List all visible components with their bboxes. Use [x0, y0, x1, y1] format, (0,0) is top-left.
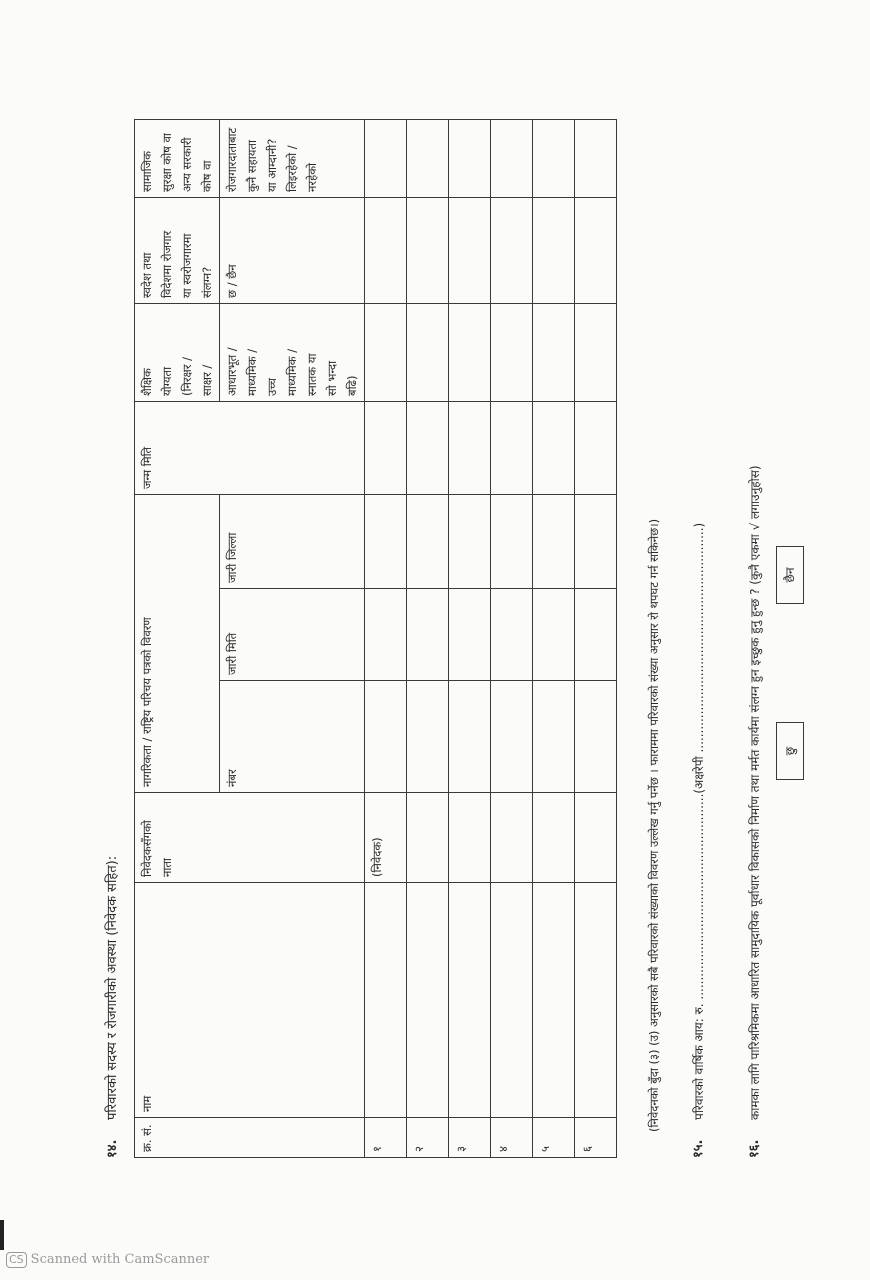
section-15-number: १५. — [691, 1139, 706, 1158]
name-cell[interactable] — [575, 883, 617, 1118]
education-line: उच्च — [265, 378, 279, 396]
header-name: नाम — [135, 883, 365, 1118]
name-cell[interactable] — [407, 883, 449, 1118]
cit-district-cell[interactable] — [407, 495, 449, 589]
name-cell[interactable] — [533, 883, 575, 1118]
education-line: बढि) — [345, 375, 359, 396]
scanner-watermark-text: Scanned with CamScanner — [30, 1252, 210, 1267]
education-cell[interactable] — [575, 304, 617, 402]
employment-line: संलग्न? — [200, 266, 214, 298]
employment-line: विदेशमा रोजगार — [160, 230, 174, 298]
cit-district-cell[interactable] — [449, 495, 491, 589]
cit-district-cell[interactable] — [491, 495, 533, 589]
section-14-title: परिवारको सदस्य र रोजगारीको अवस्था (निवेदक सहित): — [105, 855, 120, 1120]
table-row — [407, 120, 449, 1158]
education-line: शैक्षिक — [140, 368, 154, 396]
header-cit-district: जारी जिल्ला — [220, 495, 365, 589]
social-line: सुरक्षा कोष वा — [160, 133, 174, 192]
dob-cell[interactable] — [365, 402, 407, 495]
section-16-question: कामका लागि पारिश्रमिकमा आधारित सामुदायिक पूर्वाधार विकासको निर्माण तथा मर्मत कार्यमा संलग्न हुन इच्छुक हुनु हुन्छ ? (कुनै एकमा √ लगाउनुहोस) — [748, 465, 762, 1120]
education-line: सो भन्दा — [325, 360, 339, 396]
cit-number-cell[interactable] — [491, 681, 533, 793]
camscanner-logo-icon: CS — [6, 1252, 27, 1268]
employment-cell[interactable] — [449, 198, 491, 304]
education-cell[interactable] — [449, 304, 491, 402]
employment-cell[interactable] — [533, 198, 575, 304]
social-security-cell[interactable] — [491, 120, 533, 198]
cit-number-cell[interactable] — [449, 681, 491, 793]
row-serial: १ — [365, 1118, 407, 1158]
table-row — [533, 120, 575, 1158]
dob-cell[interactable] — [407, 402, 449, 495]
cit-district-cell[interactable] — [575, 495, 617, 589]
employment-cell[interactable] — [491, 198, 533, 304]
header-education-options — [220, 304, 365, 402]
table-row — [449, 120, 491, 1158]
social-security-cell[interactable] — [407, 120, 449, 198]
relation-cell[interactable] — [407, 793, 449, 883]
row-serial: ६ — [575, 1118, 617, 1158]
dob-cell[interactable] — [449, 402, 491, 495]
header-dob: जन्म मिति — [135, 402, 365, 495]
education-line: साक्षर / — [200, 364, 214, 396]
header-employment-option: छ / छैन — [220, 198, 365, 304]
row-serial: २ — [407, 1118, 449, 1158]
table-note: (निवेदनको बुँदा (३) (उ) अनुसारको सबै परिवारको संख्याको विवरण उल्लेख गर्नु पर्नेछ । फाराममा परिवारको संख्या अनुसार रो थपघट गर्न सकिनेछ।) — [647, 518, 661, 1132]
education-line: आधारभूत / — [225, 347, 239, 396]
employment-cell[interactable] — [365, 198, 407, 304]
education-cell[interactable] — [407, 304, 449, 402]
social-line: या आम्दानी? — [265, 138, 279, 192]
education-line: माध्यमिक / — [285, 348, 299, 396]
cit-date-cell[interactable] — [575, 589, 617, 681]
row-serial: ४ — [491, 1118, 533, 1158]
social-security-cell[interactable] — [575, 120, 617, 198]
cit-date-cell[interactable] — [533, 589, 575, 681]
dob-cell[interactable] — [491, 402, 533, 495]
education-cell[interactable] — [491, 304, 533, 402]
relation-cell[interactable] — [575, 793, 617, 883]
social-line: सामाजिक — [140, 151, 154, 192]
table-row — [491, 120, 533, 1158]
education-cell[interactable] — [365, 304, 407, 402]
social-line: अन्य सरकारी — [180, 137, 194, 192]
dob-cell[interactable] — [575, 402, 617, 495]
social-security-cell[interactable] — [449, 120, 491, 198]
social-line: रोजगारदाताबाट — [225, 127, 239, 192]
annual-income-field[interactable]: परिवारको वार्षिक आय: रु. ......................................................(अक्षरेपी ...........................................................) — [692, 522, 706, 1120]
header-serial: क्र. सं. — [135, 1118, 365, 1158]
option-no-checkbox[interactable]: छैन — [776, 546, 804, 604]
social-security-cell[interactable] — [533, 120, 575, 198]
table-row — [575, 120, 617, 1158]
cit-number-cell[interactable] — [575, 681, 617, 793]
table-header-row — [135, 120, 220, 1158]
social-line: कुनै सहायता — [245, 140, 259, 192]
cit-number-cell[interactable] — [365, 681, 407, 793]
cit-date-cell[interactable] — [449, 589, 491, 681]
scanner-watermark — [6, 1252, 209, 1268]
name-cell[interactable] — [491, 883, 533, 1118]
header-cit-date: जारी मिति — [220, 589, 365, 681]
relation-cell[interactable]: (निवेदक) — [365, 793, 407, 883]
scan-edge-mark — [0, 1220, 4, 1250]
employment-cell[interactable] — [575, 198, 617, 304]
dob-cell[interactable] — [533, 402, 575, 495]
cit-date-cell[interactable] — [407, 589, 449, 681]
row-serial: ५ — [533, 1118, 575, 1158]
social-security-cell[interactable] — [365, 120, 407, 198]
employment-cell[interactable] — [407, 198, 449, 304]
cit-number-cell[interactable] — [533, 681, 575, 793]
name-cell[interactable] — [449, 883, 491, 1118]
cit-number-cell[interactable] — [407, 681, 449, 793]
social-line: कोष वा — [200, 160, 214, 192]
header-relation: निवेदकसँगको नाता — [135, 793, 365, 883]
education-line: माध्यमिक / — [245, 348, 259, 396]
social-option: नरहेको — [305, 162, 319, 192]
header-education — [135, 304, 220, 402]
row-serial: ३ — [449, 1118, 491, 1158]
header-employment — [135, 198, 220, 304]
relation-cell[interactable] — [449, 793, 491, 883]
header-social-security — [135, 120, 220, 198]
relation-cell[interactable] — [491, 793, 533, 883]
section-14-number: १४. — [105, 1139, 120, 1158]
cit-date-cell[interactable] — [491, 589, 533, 681]
option-yes-checkbox[interactable]: छु — [776, 722, 804, 780]
relation-cell[interactable] — [533, 793, 575, 883]
employment-line: या स्वरोजगारमा — [180, 233, 194, 298]
header-social-security-options — [220, 120, 365, 198]
employment-line: स्वदेश तथा — [140, 252, 154, 298]
social-option: लिइरहेको / — [285, 145, 299, 192]
header-cit-number: नंबर — [220, 681, 365, 793]
cit-date-cell[interactable] — [365, 589, 407, 681]
section-16-number: १६. — [747, 1139, 762, 1158]
education-line: योग्यता — [160, 366, 174, 396]
cit-district-cell[interactable] — [365, 495, 407, 589]
education-cell[interactable] — [533, 304, 575, 402]
cit-district-cell[interactable] — [533, 495, 575, 589]
table-row — [365, 120, 407, 1158]
education-line: स्नातक या — [305, 353, 319, 396]
header-citizenship: नागरिकता / राष्ट्रिय परिचय पत्रको विवरण — [135, 495, 220, 793]
education-line: (निरक्षर / — [180, 356, 194, 396]
family-members-table — [134, 119, 617, 1158]
name-cell[interactable] — [365, 883, 407, 1118]
